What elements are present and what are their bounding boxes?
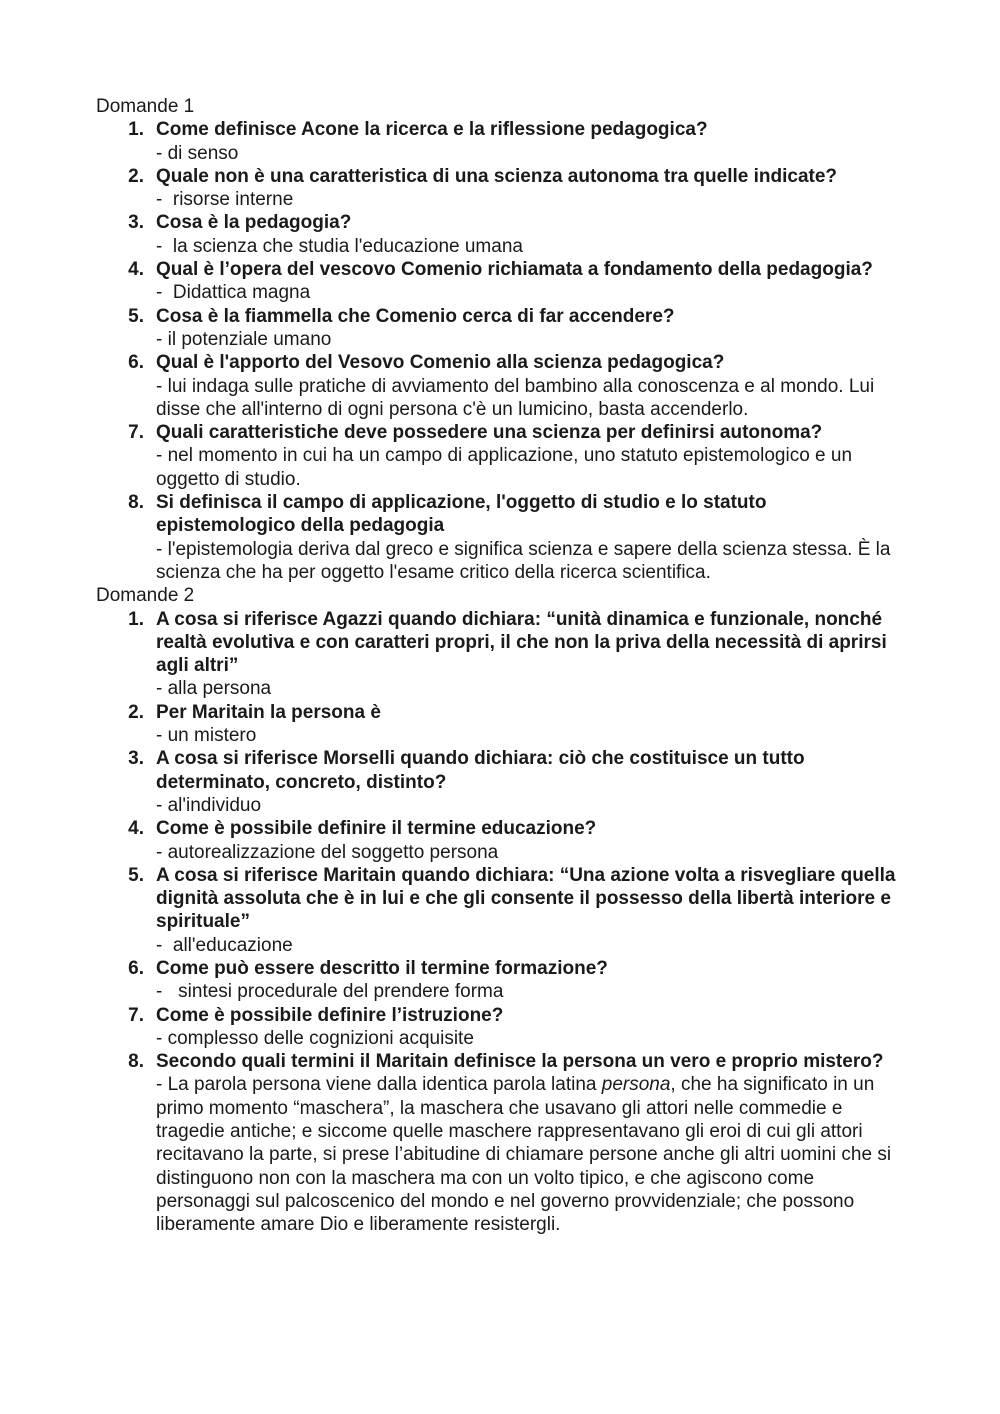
question-item <box>96 258 906 305</box>
question-item <box>96 421 906 491</box>
question-number: 4. <box>128 259 144 281</box>
answer-text: - risorse interne <box>156 189 294 211</box>
answer-text-end: , che ha significato in un primo momento “maschera”, la maschera che usavano gli attori nelle commedie e tragedie antiche; e siccome quelle maschere rappresentavano gli eroi di cui gli attori recitavano la parte, si prese l’abitudine di chiamare persone anche gli altri uomini che si distinguono non con la maschera ma con un volto tipico, e che agiscono come personaggi sul palcoscenico del mondo e nel governo provvidenziale; che possono liberamente amare Dio e liberamente resistergli. <box>156 1074 892 1236</box>
question-number: 3. <box>128 748 144 770</box>
answer-text: - all'educazione <box>156 934 293 956</box>
question-number: 7. <box>128 422 144 444</box>
question-number: 8. <box>128 1051 144 1073</box>
answer-text: - di senso <box>156 142 239 164</box>
question-item <box>96 211 906 258</box>
question-item <box>96 864 906 957</box>
answer-text: - la scienza che studia l'educazione umana <box>156 235 523 257</box>
question-text: Come definisce Acone la ricerca e la riflessione pedagogica? <box>156 119 708 141</box>
question-number: 7. <box>128 1004 144 1026</box>
question-item <box>96 608 906 701</box>
question-text: A cosa si riferisce Morselli quando dichiara: ciò che costituisce un tutto determinato, concreto, distinto? <box>156 748 805 793</box>
answer-text <box>156 1073 906 1236</box>
question-item <box>96 118 906 165</box>
question-text: Qual è l'apporto del Vesovo Comenio alla scienza pedagogica? <box>156 352 725 374</box>
question-item <box>96 701 906 748</box>
question-text: Si definisca il campo di applicazione, l'oggetto di studio e lo statuto epistemologico della pedagogia <box>156 492 767 537</box>
question-item <box>96 165 906 212</box>
question-item <box>96 817 906 864</box>
question-item <box>96 491 906 584</box>
answer-text: - nel momento in cui ha un campo di applicazione, uno statuto epistemologico e un oggetto di studio. <box>156 445 853 490</box>
question-item <box>96 957 906 1004</box>
question-text: Come può essere descritto il termine formazione? <box>156 957 608 979</box>
answer-text: - Didattica magna <box>156 282 311 304</box>
question-item <box>96 747 906 817</box>
answer-text: - lui indaga sulle pratiche di avviamento del bambino alla conoscenza e al mondo. Lui disse che all'interno di ogni persona c'è un lumicino, basta accenderlo. <box>156 375 875 420</box>
answer-text: - autorealizzazione del soggetto persona <box>156 841 499 863</box>
section-title: Domande 2 <box>96 585 195 607</box>
answer-text: - il potenziale umano <box>156 328 332 350</box>
question-item <box>96 305 906 352</box>
question-number: 4. <box>128 818 144 840</box>
section-domande-2 <box>96 584 906 1236</box>
question-text: Come è possibile definire il termine educazione? <box>156 818 597 840</box>
question-text: Cosa è la pedagogia? <box>156 212 352 234</box>
answer-italic-word: persona <box>601 1074 671 1096</box>
question-text: Quali caratteristiche deve possedere una scienza per definirsi autonoma? <box>156 422 823 444</box>
answer-text: - sintesi procedurale del prendere forma <box>156 981 504 1003</box>
question-number: 5. <box>128 864 144 886</box>
answer-text: - al'individuo <box>156 794 262 816</box>
question-number: 1. <box>128 608 144 630</box>
question-list <box>96 608 906 1237</box>
question-text: Secondo quali termini il Maritain definisce la persona un vero e proprio mistero? <box>156 1051 884 1073</box>
section-title: Domande 1 <box>96 96 195 117</box>
question-number: 3. <box>128 212 144 234</box>
question-text: Cosa è la fiammella che Comenio cerca di far accendere? <box>156 305 675 327</box>
question-text: Per Maritain la persona è <box>156 701 381 723</box>
question-text: Come è possibile definire l’istruzione? <box>156 1004 504 1026</box>
question-number: 6. <box>128 352 144 374</box>
question-number: 2. <box>128 701 144 723</box>
question-number: 6. <box>128 957 144 979</box>
question-text: Qual è l’opera del vescovo Comenio richiamata a fondamento della pedagogia? <box>156 259 873 281</box>
question-text: A cosa si riferisce Agazzi quando dichiara: “unità dinamica e funzionale, nonché realtà evolutiva e con caratteri propri, il che non la priva della necessità di aprirsi agli altri” <box>156 608 887 677</box>
document-page <box>96 95 906 1237</box>
answer-text: - un mistero <box>156 725 257 747</box>
answer-text-start: - La parola persona viene dalla identica parola latina <box>156 1074 602 1096</box>
answer-text: - complesso delle cognizioni acquisite <box>156 1027 474 1049</box>
question-list <box>96 118 906 584</box>
question-item <box>96 1004 906 1051</box>
answer-text: - l'epistemologia deriva dal greco e significa scienza e sapere della scienza stessa. È la scienza che ha per oggetto l'esame critico della ricerca scientifica. <box>156 538 891 583</box>
question-text: Quale non è una caratteristica di una scienza autonoma tra quelle indicate? <box>156 165 838 187</box>
section-domande-1 <box>96 95 906 584</box>
question-text: A cosa si riferisce Maritain quando dichiara: “Una azione volta a risvegliare quella dignità assoluta che è in lui e che gli consente il possesso della libertà interiore e spirituale” <box>156 864 896 933</box>
question-number: 8. <box>128 492 144 514</box>
question-number: 2. <box>128 165 144 187</box>
question-number: 1. <box>128 119 144 141</box>
question-item <box>96 351 906 421</box>
answer-text: - alla persona <box>156 678 272 700</box>
question-item <box>96 1050 906 1236</box>
question-number: 5. <box>128 305 144 327</box>
